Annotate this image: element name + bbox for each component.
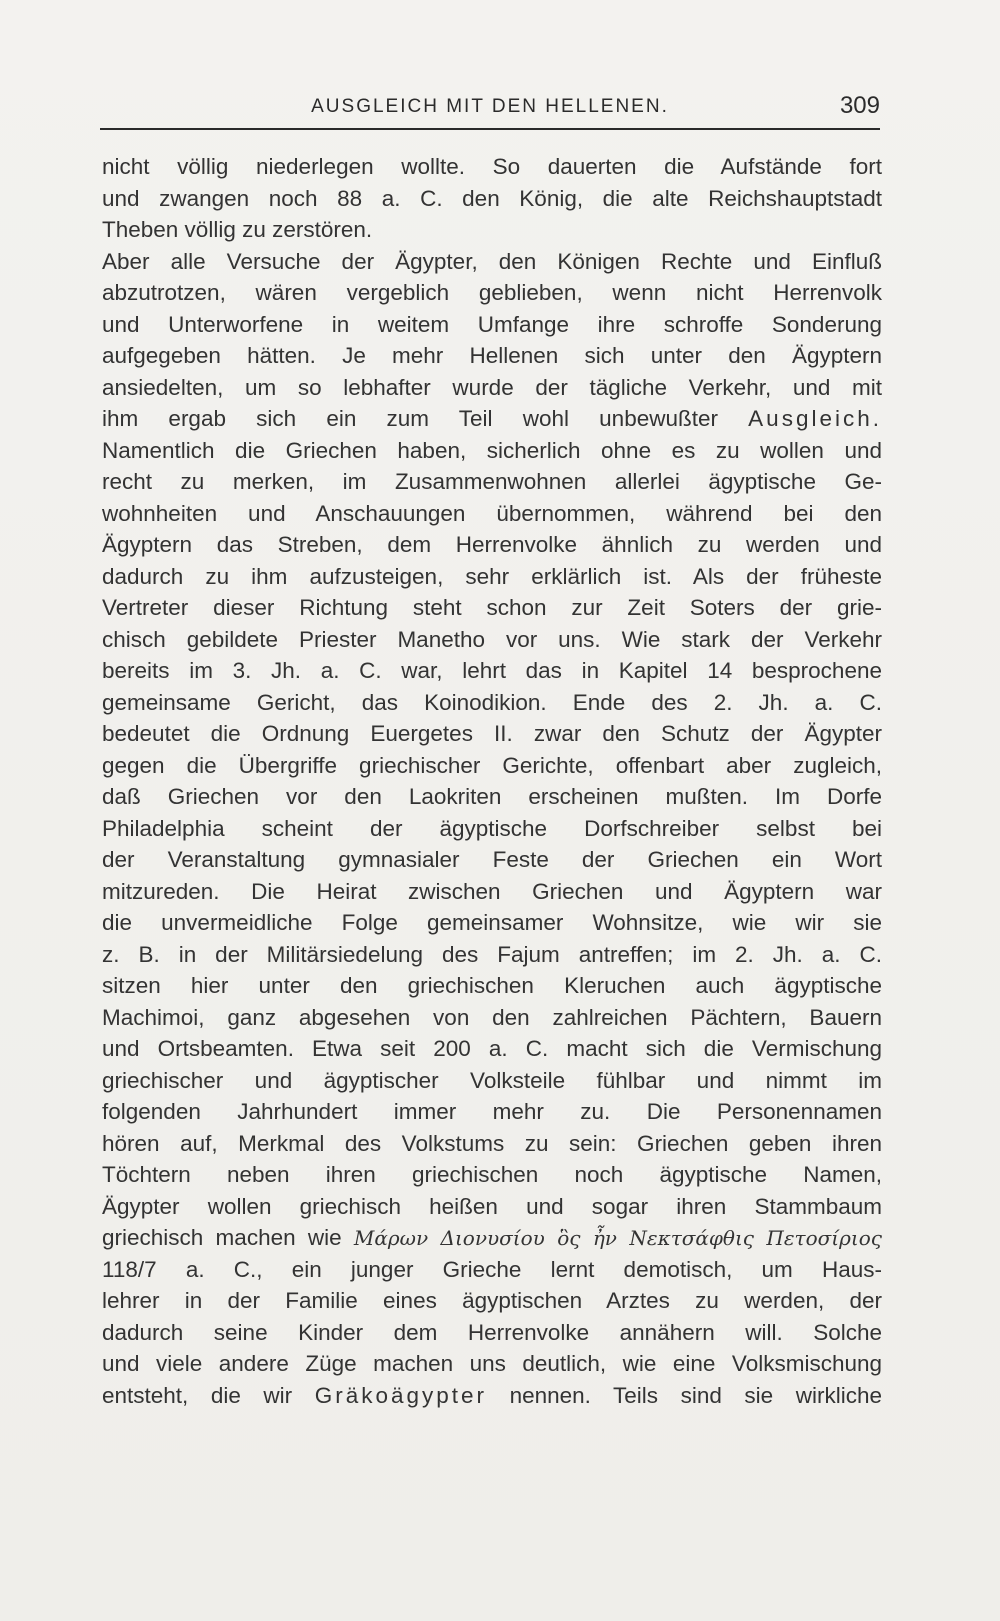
text-line: Aber alle Versuche der Ägypter, den Königen Rechte und Einfluß	[102, 248, 882, 274]
text-line	[102, 403, 882, 435]
text-line: und Unterworfene in weitem Umfange ihre schroffe Sonderung	[102, 311, 882, 337]
text-line: die unvermeidliche Folge gemeinsamer Wohnsitze, wie wir sie	[102, 910, 882, 935]
text-line: Ägyptern das Streben, dem Herrenvolke ähnlich zu werden und	[102, 532, 882, 557]
page-number: 309	[839, 92, 880, 119]
text-line: 118/7 a. C., ein junger Grieche lernt demotisch, um Haus-	[102, 1256, 882, 1282]
text-line: hören auf, Merkmal des Volkstums zu sein: Griechen geben ihren	[102, 1130, 882, 1156]
text-line: sitzen hier unter den griechischen Kleruchen auch ägyptische	[102, 973, 882, 998]
text-line: Philadelphia scheint der ägyptische Dorfschreiber selbst bei	[102, 815, 882, 841]
text-line	[102, 1222, 882, 1254]
text-line: Ägypter wollen griechisch heißen und sogar ihren Stammbaum	[102, 1193, 882, 1219]
text-line: Töchtern neben ihren griechischen noch ägyptische Namen,	[102, 1162, 882, 1187]
text-line: mitzureden. Die Heirat zwischen Griechen und Ägyptern war	[102, 878, 882, 904]
text-line: abzutrotzen, wären vergeblich geblieben, wenn nicht Herrenvolk	[102, 280, 882, 305]
text-segment: nennen. Teils sind sie wirkliche	[509, 1382, 882, 1408]
text-line: der Veranstaltung gymnasialer Feste der Griechen ein Wort	[102, 847, 882, 872]
text-line: und viele andere Züge machen uns deutlich, wie eine Volksmischung	[102, 1351, 882, 1376]
text-segment: entsteht, die wir	[102, 1382, 293, 1408]
text-line: Namentlich die Griechen haben, sicherlich ohne es zu wollen und	[102, 437, 882, 463]
text-line: folgenden Jahrhundert immer mehr zu. Die Personennamen	[102, 1099, 882, 1124]
text-segment: ihm ergab sich ein zum Teil wohl unbewußter	[102, 406, 718, 431]
greek-name-citation: Μάρων Διονυσίου ὃς ἦν Νεκτσάφθις Πετοσίριος	[353, 1226, 882, 1250]
text-line: lehrer in der Familie eines ägyptischen Arztes zu werden, der	[102, 1288, 882, 1313]
text-line: dadurch seine Kinder dem Herrenvolke annähern will. Solche	[102, 1319, 882, 1345]
body-text	[102, 151, 882, 1411]
text-line: bereits im 3. Jh. a. C. war, lehrt das in Kapitel 14 besprochene	[102, 658, 882, 683]
text-line: gemeinsame Gericht, das Koinodikion. Ende des 2. Jh. a. C.	[102, 689, 882, 715]
text-line: bedeutet die Ordnung Euergetes II. zwar den Schutz der Ägypter	[102, 721, 882, 746]
emphasized-term-graekoaegypter: Gräkoägypter	[314, 1382, 488, 1408]
text-line	[102, 1380, 882, 1412]
text-line: nicht völlig niederlegen wollte. So dauerten die Aufstände fort	[102, 154, 882, 179]
text-segment: griechisch machen wie	[102, 1225, 342, 1250]
text-line: dadurch zu ihm aufzusteigen, sehr erklärlich ist. Als der früheste	[102, 563, 882, 589]
text-line: Vertreter dieser Richtung steht schon zur Zeit Soters der grie-	[102, 595, 882, 620]
text-line: z. B. in der Militärsiedelung des Fajum antreffen; im 2. Jh. a. C.	[102, 941, 882, 967]
text-line: recht zu merken, im Zusammenwohnen allerlei ägyptische Ge-	[102, 469, 882, 494]
text-line: Machimoi, ganz abgesehen von den zahlreichen Pächtern, Bauern	[102, 1004, 882, 1030]
text-line: gegen die Übergriffe griechischer Gerichte, offenbart aber zugleich,	[102, 752, 882, 778]
text-line: Theben völlig zu zerstören.	[102, 217, 373, 242]
text-line: aufgegeben hätten. Je mehr Hellenen sich unter den Ägyptern	[102, 343, 882, 368]
text-line: und Ortsbeamten. Etwa seit 200 a. C. macht sich die Vermischung	[102, 1036, 882, 1061]
text-line: ansiedelten, um so lebhafter wurde der tägliche Verkehr, und mit	[102, 374, 882, 400]
page-header	[100, 92, 880, 130]
text-line: und zwangen noch 88 a. C. den König, die alte Reichshauptstadt	[102, 185, 882, 211]
text-line: wohnheiten und Anschauungen übernommen, während bei den	[102, 500, 882, 526]
text-line: chisch gebildete Priester Manetho vor uns. Wie stark der Verkehr	[102, 626, 882, 652]
emphasized-term-ausgleich: Ausgleich.	[748, 406, 882, 431]
text-line: griechischer und ägyptischer Volksteile fühlbar und nimmt im	[102, 1067, 882, 1093]
text-line: daß Griechen vor den Laokriten erscheinen mußten. Im Dorfe	[102, 784, 882, 809]
running-title: AUSGLEICH MIT DEN HELLENEN.	[311, 96, 669, 117]
